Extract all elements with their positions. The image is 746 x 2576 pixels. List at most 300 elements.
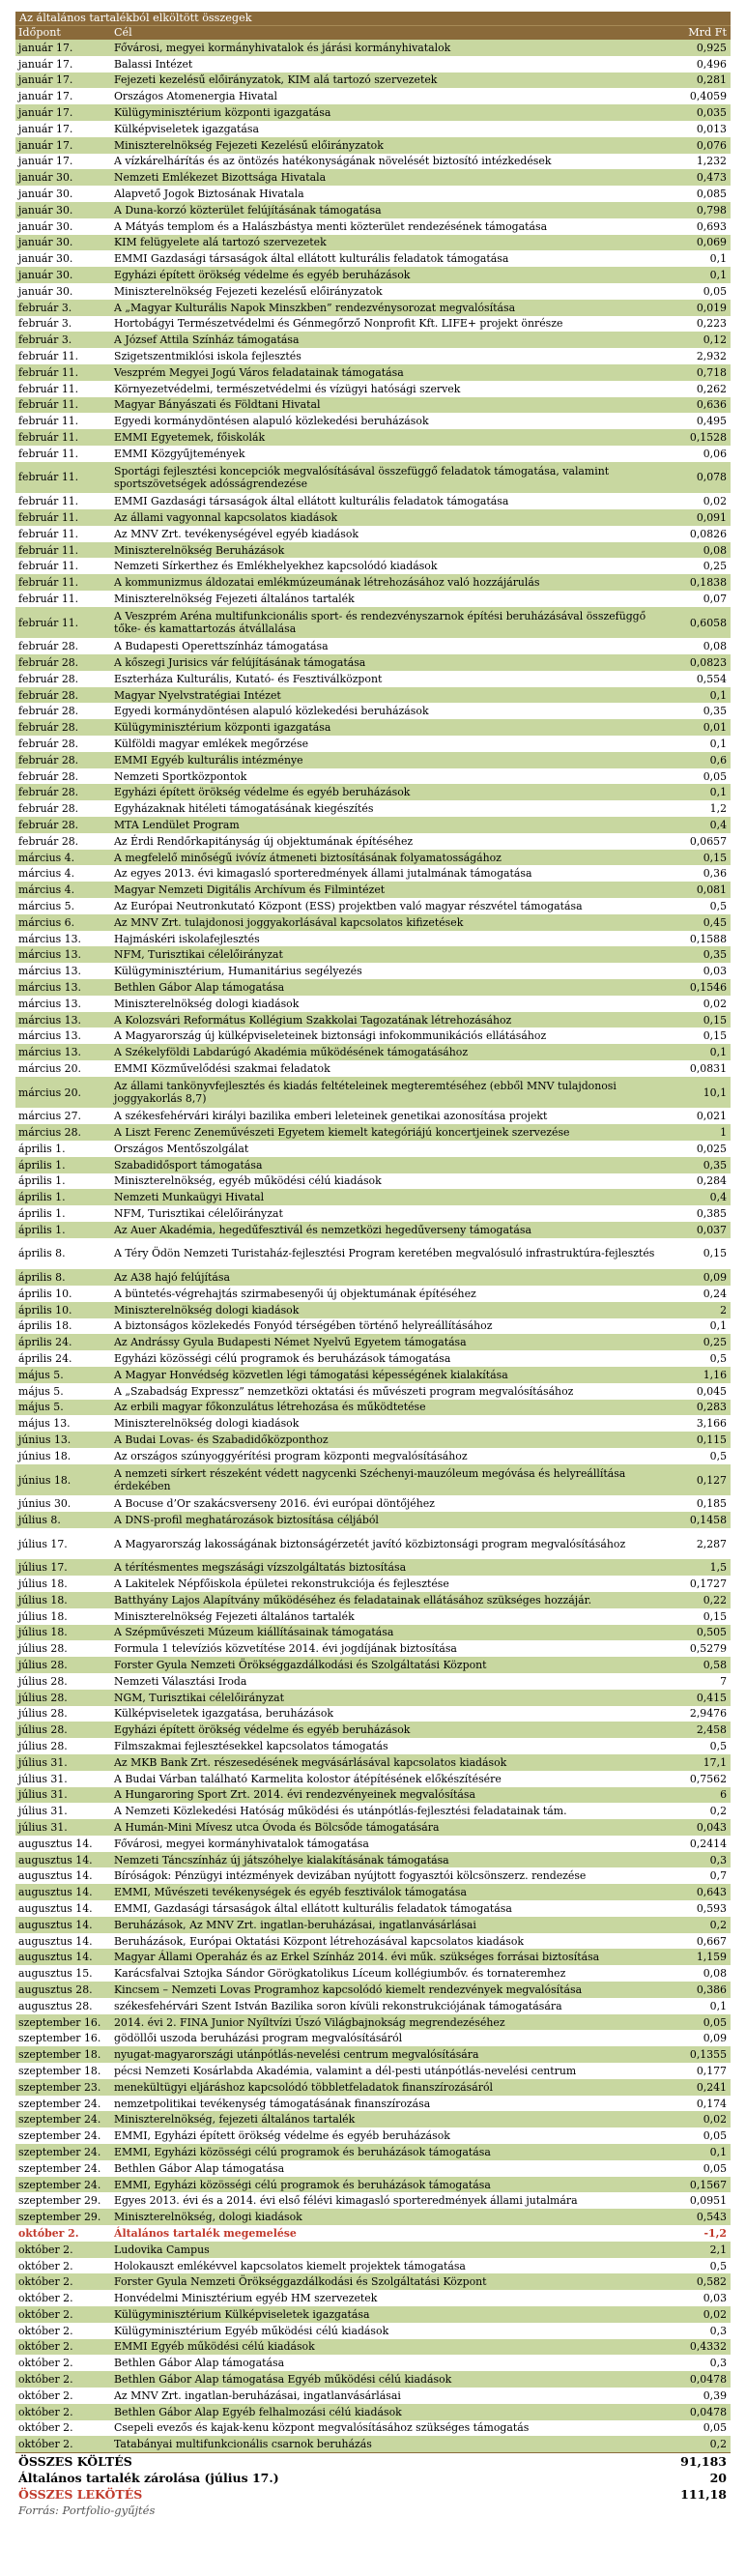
row-purpose: Az állami tankönyvfejlesztés és kiadás feltételeinek megteremtéséhez (ebből MNV tulajdonosi joggyakorlás 8,7) (114, 1080, 617, 1106)
table-row (15, 1900, 731, 1917)
table-row (15, 719, 731, 736)
table-row (15, 2030, 731, 2046)
table-row (15, 850, 731, 866)
row-date: január 17. (18, 90, 73, 103)
row-purpose: Általános tartalék megemelése (114, 2226, 297, 2240)
row-date: május 5. (18, 1384, 64, 1398)
table-row (15, 817, 731, 833)
row-amount: 0,386 (696, 1983, 727, 1996)
row-amount: 0,15 (703, 1013, 727, 1027)
row-amount: 0,6058 (689, 616, 727, 629)
table-row (15, 1028, 731, 1044)
row-date: január 30. (18, 284, 73, 298)
row-amount: 0,593 (696, 1901, 727, 1915)
row-amount: 1,16 (703, 1368, 727, 1381)
row-purpose: Eszterháza Kulturális, Kutató- és Fesztiválközpont (114, 672, 383, 685)
row-amount: 2 (720, 1303, 727, 1317)
table-row (15, 1754, 731, 1771)
row-amount: 0,4332 (689, 2340, 727, 2354)
row-purpose: Országos Mentőszolgálat (114, 1142, 249, 1155)
table-row (15, 446, 731, 462)
row-amount: 0,718 (696, 365, 727, 379)
row-purpose: Magyar Nemzeti Digitális Archívum és Filmintézet (114, 883, 386, 897)
table-row (15, 1367, 731, 1383)
table-row (15, 1222, 731, 1238)
row-amount: 0,127 (696, 1473, 727, 1487)
row-date: január 30. (18, 269, 73, 282)
table-row (15, 1933, 731, 1950)
row-date: július 17. (18, 1537, 68, 1550)
row-amount: 0,643 (696, 1886, 727, 1899)
row-purpose: Az MNV Zrt. tevékenységével egyéb kiadások (114, 527, 359, 540)
table-row (15, 316, 731, 333)
row-amount: 0,15 (703, 1029, 727, 1043)
row-amount: 0,58 (703, 1659, 727, 1672)
table-row (15, 526, 731, 542)
row-purpose: Miniszterelnökség, egyéb működési célú kiadások (114, 1174, 382, 1188)
row-date: február 28. (18, 737, 79, 750)
row-amount: 0,019 (696, 301, 727, 314)
row-purpose: MTA Lendület Program (114, 818, 240, 831)
row-purpose: EMMI Egyetemek, főiskolák (114, 431, 266, 445)
row-amount: 0,15 (703, 1247, 727, 1260)
row-date: július 28. (18, 1674, 68, 1688)
row-purpose: Miniszterelnökség, fejezeti általános tartalék (114, 2113, 356, 2127)
row-amount: 0,069 (696, 236, 727, 249)
row-purpose: Hortobágyi Természetvédelmi és Génmegőrző Nonprofit Kft. LIFE+ projekt önrésze (114, 317, 563, 331)
row-date: szeptember 24. (18, 2097, 101, 2110)
row-date: szeptember 24. (18, 2145, 101, 2158)
table-row (15, 2355, 731, 2371)
row-purpose: Fővárosi, megyei kormányhivatalok támogatása (114, 1837, 369, 1850)
row-date: április 1. (18, 1142, 66, 1155)
row-date: február 3. (18, 333, 72, 347)
row-date: február 28. (18, 769, 79, 783)
row-date: július 18. (18, 1577, 68, 1591)
row-amount: 0,0478 (689, 2405, 727, 2418)
row-purpose: A székesfehérvári királyi bazilika emberi leleteinek genetikai azonosítása projekt (114, 1110, 548, 1123)
row-amount: 0,281 (696, 73, 727, 87)
row-date: július 8. (18, 1513, 61, 1526)
row-purpose: Az állami vagyonnal kapcsolatos kiadások (114, 510, 338, 524)
row-amount: 0,2 (709, 1805, 727, 1818)
row-date: február 28. (18, 786, 79, 799)
row-purpose: A Liszt Ferenc Zeneművészeti Egyetem kiemelt kategóriájú koncertjeinek szervezése (114, 1126, 570, 1139)
row-amount: 0,1 (709, 737, 727, 750)
row-date: július 18. (18, 1626, 68, 1639)
row-amount: 0,262 (696, 382, 727, 395)
row-purpose: Külképviseletek igazgatása (114, 122, 259, 135)
row-purpose: Egyedi kormánydöntésen alapuló közlekedési beruházások (114, 705, 429, 718)
row-purpose: Formula 1 televíziós közvetítése 2014. évi jogdíjának biztosítása (114, 1642, 457, 1656)
row-date: július 31. (18, 1772, 68, 1785)
row-date: június 13. (18, 1433, 72, 1447)
row-amount: 0,02 (703, 2113, 727, 2127)
row-amount: 0,473 (696, 171, 727, 185)
row-date: március 13. (18, 932, 81, 945)
row-amount: 0,035 (696, 106, 727, 120)
table-row (15, 638, 731, 654)
row-amount: 0,1567 (689, 2178, 727, 2191)
table-row (15, 2306, 731, 2323)
row-purpose: Külföldi magyar emlékek megőrzése (114, 737, 309, 750)
row-date: február 11. (18, 495, 79, 508)
row-purpose: Miniszterelnökség, dologi kiadások (114, 2211, 302, 2224)
row-date: július 31. (18, 1755, 68, 1769)
row-amount: 2,458 (696, 1723, 727, 1737)
row-date: január 30. (18, 171, 73, 185)
table-row (15, 996, 731, 1012)
table-row (15, 1044, 731, 1060)
row-amount: 2,9476 (689, 1707, 727, 1721)
table-body (15, 40, 731, 2452)
table-row (15, 2258, 731, 2274)
row-purpose: menekültügyi eljáráshoz kapcsolódó többletfeladatok finanszírozásáról (114, 2080, 493, 2094)
table-row (15, 1157, 731, 1173)
table-row (15, 1334, 731, 1350)
table-row (15, 186, 731, 202)
table-row (15, 591, 731, 607)
row-date: október 2. (18, 2357, 73, 2370)
row-date: február 11. (18, 592, 79, 605)
row-date: június 18. (18, 1449, 72, 1462)
table-row (15, 671, 731, 687)
row-purpose: Országos Atomenergia Hivatal (114, 90, 277, 103)
table-row (15, 235, 731, 251)
row-amount: 0,1588 (689, 932, 727, 945)
table-row (15, 914, 731, 931)
row-date: október 2. (18, 2226, 79, 2240)
row-purpose: Külügyminisztérium, Humanitárius segélyezés (114, 965, 362, 978)
row-purpose: Egyes 2013. évi és a 2014. évi első félévi kimagasló sporteredmények állami jutalmára (114, 2194, 578, 2208)
row-amount: 0,5 (709, 899, 727, 912)
row-purpose: Bethlen Gábor Alap Egyéb felhalmozási célú kiadások (114, 2405, 402, 2418)
table-row (15, 250, 731, 267)
row-purpose: nemzetpolitikai tevékenység támogatásának finanszírozása (114, 2097, 431, 2110)
row-date: január 30. (18, 219, 73, 233)
row-amount: 0,037 (696, 1223, 727, 1236)
row-purpose: Veszprém Megyei Jogú Város feladatainak támogatása (114, 365, 404, 379)
row-date: július 31. (18, 1788, 68, 1802)
row-amount: 1,159 (696, 1951, 727, 1964)
table-row (15, 1576, 731, 1592)
grand-total-label: ÖSSZES LEKÖTÉS (18, 2487, 143, 2503)
row-date: január 17. (18, 41, 73, 54)
row-date: szeptember 29. (18, 2211, 101, 2224)
table-row (15, 768, 731, 785)
row-amount: 0,415 (696, 1691, 727, 1704)
row-amount: 0,22 (703, 1593, 727, 1606)
row-date: március 13. (18, 948, 81, 962)
row-date: július 31. (18, 1805, 68, 1818)
row-purpose: Beruházások, Az MNV Zrt. ingatlan-beruházásai, ingatlanvásárlásai (114, 1918, 476, 1931)
row-date: augusztus 14. (18, 1918, 93, 1931)
row-purpose: gödöllői uszoda beruházási program megvalósításáról (114, 2032, 403, 2045)
row-date: február 11. (18, 543, 79, 557)
row-amount: 1,5 (709, 1561, 727, 1575)
table-row (15, 1982, 731, 1998)
row-amount: 0,5 (709, 2259, 727, 2272)
table-row (15, 898, 731, 914)
row-date: július 17. (18, 1561, 68, 1575)
row-amount: 0,554 (696, 672, 727, 685)
row-amount: 0,0657 (689, 834, 727, 848)
row-purpose: Külügyminisztérium Külképviseletek igazgatása (114, 2307, 370, 2321)
table-row (15, 865, 731, 882)
row-purpose: Miniszterelnökség Fejezeti általános tartalék (114, 1609, 355, 1623)
table-row (15, 364, 731, 381)
row-amount: 0,2 (709, 2438, 727, 2451)
row-amount: 0,05 (703, 2161, 727, 2175)
table-row (15, 1495, 731, 1512)
row-date: október 2. (18, 2259, 73, 2272)
row-amount: 0,35 (703, 705, 727, 718)
row-purpose: Az egyes 2013. évi kimagasló sporteredmények állami jutalmának támogatása (114, 867, 532, 881)
row-date: július 28. (18, 1707, 68, 1721)
row-amount: 0,08 (703, 640, 727, 653)
row-purpose: Nemzeti Munkaügyi Hivatal (114, 1191, 265, 1204)
row-purpose: Bethlen Gábor Alap támogatása (114, 2357, 285, 2370)
row-date: február 3. (18, 317, 72, 331)
table-row (15, 1205, 731, 1222)
row-purpose: A Székelyföldi Labdarúgó Akadémia működésének támogatásához (114, 1046, 469, 1059)
row-date: október 2. (18, 2292, 73, 2305)
row-date: február 11. (18, 431, 79, 445)
table-row (15, 2339, 731, 2356)
row-amount: 0,505 (696, 1626, 727, 1639)
row-date: február 11. (18, 527, 79, 540)
row-purpose: Bethlen Gábor Alap támogatása Egyéb működési célú kiadások (114, 2373, 452, 2387)
row-date: szeptember 18. (18, 2048, 101, 2062)
row-date: szeptember 24. (18, 2178, 101, 2191)
row-amount: 0,223 (696, 317, 727, 331)
table-row (15, 429, 731, 446)
table-row (15, 1559, 731, 1576)
row-amount: 0,0478 (689, 2373, 727, 2387)
row-purpose: Az országos szúnyoggyérítési program központi megvalósításához (114, 1449, 468, 1462)
table-row (15, 1657, 731, 1673)
row-amount: 0,5 (709, 1352, 727, 1366)
row-purpose: A megfelelő minőségű ivóvíz átmeneti biztosításának folyamatosságához (114, 851, 502, 864)
table-row (15, 2063, 731, 2079)
row-amount: 0,1 (709, 786, 727, 799)
row-date: május 13. (18, 1417, 71, 1431)
table-row (15, 2436, 731, 2452)
row-purpose: EMMI, Egyházi közösségi célú programok és beruházások támogatása (114, 2178, 491, 2191)
row-purpose: Sportági fejlesztési koncepciók megvalósításával összefüggő feladatok támogatása, valamint sportszövetségek adósságrendezése (114, 464, 610, 490)
row-amount: 0,02 (703, 495, 727, 508)
row-amount: 0,1458 (689, 1513, 727, 1526)
table-row (15, 558, 731, 574)
row-date: július 18. (18, 1609, 68, 1623)
row-amount: 7 (720, 1674, 727, 1688)
row-date: március 13. (18, 1029, 81, 1043)
table-row (15, 72, 731, 89)
row-purpose: A kőszegi Jurisics vár felújításának támogatása (114, 655, 366, 669)
table-row (15, 1998, 731, 2014)
row-date: július 18. (18, 1593, 68, 1606)
row-amount: 0,4 (709, 1191, 727, 1204)
row-purpose: EMMI Közművelődési szakmai feladatok (114, 1061, 330, 1075)
row-purpose: A „Magyar Kulturális Napok Minszkben” rendezvénysorozat megvalósítása (114, 301, 516, 314)
row-purpose: 2014. évi 2. FINA Junior Nyíltvízi Úszó Világbajnokság megrendezéséhez (114, 2015, 505, 2029)
row-date: szeptember 23. (18, 2080, 101, 2094)
row-purpose: A Bocuse d’Or szakácsverseny 2016. évi európai döntőjéhez (114, 1497, 435, 1511)
row-date: május 5. (18, 1401, 64, 1414)
table-row (15, 736, 731, 752)
row-amount: 0,05 (703, 2015, 727, 2029)
row-date: augusztus 14. (18, 1951, 93, 1964)
row-date: október 2. (18, 2438, 73, 2451)
table-row (15, 300, 731, 316)
table-row (15, 2420, 731, 2437)
table-row (15, 703, 731, 719)
table-row (15, 1464, 731, 1496)
row-date: január 17. (18, 155, 73, 168)
table-row (15, 462, 731, 494)
row-purpose: A vízkárelhárítás és az öntözés hatékonyságának növelését biztosító intézkedések (114, 155, 552, 168)
row-date: április 24. (18, 1336, 72, 1349)
table-row (15, 56, 731, 72)
row-purpose: Az MNV Zrt. ingatlan-beruházásai, ingatlanvásárlásai (114, 2388, 401, 2402)
table-row (15, 1318, 731, 1335)
row-purpose: Egyedi kormánydöntésen alapuló közlekedési beruházások (114, 415, 429, 428)
table-header-row (15, 25, 731, 40)
row-date: április 1. (18, 1223, 66, 1236)
table-row (15, 1512, 731, 1528)
table-row (15, 2371, 731, 2388)
row-amount: -1,2 (703, 2226, 727, 2240)
row-purpose: Az Európai Neutronkutató Központ (ESS) projektben való magyar részvétel támogatása (114, 899, 583, 912)
row-amount: 0,1355 (689, 2048, 727, 2062)
row-date: február 28. (18, 655, 79, 669)
table-row (15, 1302, 731, 1318)
row-amount: 0,0823 (689, 655, 727, 669)
row-date: április 8. (18, 1271, 66, 1285)
row-amount: 0,0951 (689, 2194, 727, 2208)
row-purpose: Külképviseletek igazgatása, beruházások (114, 1707, 334, 1721)
row-amount: 0,3 (709, 1853, 727, 1867)
row-amount: 0,185 (696, 1497, 727, 1511)
row-date: február 11. (18, 510, 79, 524)
row-amount: 0,7 (709, 1869, 727, 1883)
row-amount: 0,115 (696, 1433, 727, 1447)
row-amount: 0,045 (696, 1384, 727, 1398)
table-row (15, 2209, 731, 2225)
row-purpose: A kommunizmus áldozatai emlékmúzeumának létrehozásához való hozzájárulás (114, 576, 540, 590)
table-row (15, 1108, 731, 1124)
row-date: szeptember 24. (18, 2113, 101, 2127)
row-purpose: A József Attila Színház támogatása (114, 333, 300, 347)
table-row (15, 833, 731, 850)
row-purpose: Az MNV Zrt. tulajdonosi joggyakorlásával kapcsolatos kifizetések (114, 915, 464, 929)
row-date: február 11. (18, 471, 79, 484)
row-purpose: Batthyány Lajos Alapítvány működéséhez és feladatainak ellátásához szükséges hozzájár. (114, 1593, 592, 1606)
row-purpose: székesfehérvári Szent István Bazilika soron kívüli rekonstrukciójának támogatására (114, 1999, 562, 2012)
row-amount: 0,1 (709, 1046, 727, 1059)
row-purpose: A Veszprém Aréna multifunkcionális sport- és rendezvényszarnok építési beruházásával összefüggő tőke- és kamattartozás átvállalása (114, 610, 646, 636)
row-date: július 31. (18, 1820, 68, 1834)
row-purpose: A Szépművészeti Múzeum kiállításainak támogatása (114, 1626, 394, 1639)
table-row (15, 104, 731, 121)
row-amount: 0,08 (703, 543, 727, 557)
row-amount: 0,4 (709, 818, 727, 831)
column-header-date: Időpont (18, 26, 61, 39)
table-row (15, 137, 731, 154)
table-row (15, 332, 731, 348)
row-purpose: Az erbili magyar főkonzulátus létrehozása és működtetése (114, 1401, 426, 1414)
row-purpose: Egyházaknak hitéleti támogatásának kiegészítés (114, 802, 374, 816)
table-row (15, 752, 731, 768)
row-date: augusztus 14. (18, 1901, 93, 1915)
table-row (15, 1012, 731, 1028)
row-purpose: EMMI Gazdasági társaságok által ellátott kulturális feladatok támogatása (114, 252, 509, 266)
row-date: február 3. (18, 301, 72, 314)
row-date: szeptember 29. (18, 2194, 101, 2208)
budget-table (15, 0, 731, 2519)
row-amount: 0,1 (709, 688, 727, 702)
row-amount: 0,4059 (689, 90, 727, 103)
table-row (15, 931, 731, 947)
table-row (15, 1060, 731, 1077)
row-purpose: Az Andrássy Gyula Budapesti Német Nyelvű Egyetem támogatása (114, 1336, 467, 1349)
row-date: január 30. (18, 188, 73, 201)
row-date: október 2. (18, 2373, 73, 2387)
table-row (15, 2096, 731, 2112)
row-amount: 0,36 (703, 867, 727, 881)
row-purpose: Nemzeti Sírkerthez és Emlékhelyekhez kapcsolódó kiadások (114, 560, 438, 573)
row-date: július 28. (18, 1740, 68, 1752)
table-row (15, 784, 731, 800)
row-amount: 0,636 (696, 398, 727, 412)
row-purpose: Balassi Intézet (114, 57, 193, 71)
table-row (15, 1803, 731, 1819)
row-purpose: EMMI Közgyűjtemények (114, 447, 245, 460)
row-amount: 0,7562 (689, 1772, 727, 1785)
row-amount: 0,043 (696, 1820, 727, 1834)
table-row (15, 1141, 731, 1157)
row-amount: 0,2414 (689, 1837, 727, 1850)
table-row (15, 1690, 731, 1706)
row-date: március 28. (18, 1126, 81, 1139)
row-purpose: Bethlen Gábor Alap támogatása (114, 980, 285, 994)
row-purpose: A „Szabadság Expressz” nemzetközi oktatási és művészeti program megvalósításához (114, 1384, 574, 1398)
table-row (15, 381, 731, 397)
row-purpose: Kincsem – Nemzeti Lovas Programhoz kapcsolódó kiemelt rendezvények megvalósítása (114, 1983, 583, 1996)
row-date: február 28. (18, 672, 79, 685)
row-date: július 28. (18, 1659, 68, 1672)
table-row (15, 1432, 731, 1448)
row-date: október 2. (18, 2307, 73, 2321)
row-purpose: A biztonságos közlekedés Fonyód térségében történő helyreállításához (114, 1319, 493, 1333)
table-row (15, 348, 731, 364)
table-row (15, 509, 731, 526)
row-date: március 4. (18, 851, 75, 864)
table-row (15, 1124, 731, 1141)
table-row (15, 1867, 731, 1884)
row-date: január 30. (18, 236, 73, 249)
row-date: április 1. (18, 1174, 66, 1188)
row-amount: 0,283 (696, 1401, 727, 1414)
row-date: szeptember 24. (18, 2129, 101, 2143)
row-purpose: Miniszterelnökség Fejezeti Kezelésű előirányzatok (114, 138, 384, 152)
row-date: július 28. (18, 1691, 68, 1704)
row-date: február 28. (18, 688, 79, 702)
row-amount: 0,05 (703, 769, 727, 783)
row-amount: 0,085 (696, 188, 727, 201)
row-purpose: Külügyminisztérium központi igazgatása (114, 106, 331, 120)
row-purpose: Csepeli evezős és kajak-kenu központ megvalósításához szükséges támogatás (114, 2421, 530, 2435)
